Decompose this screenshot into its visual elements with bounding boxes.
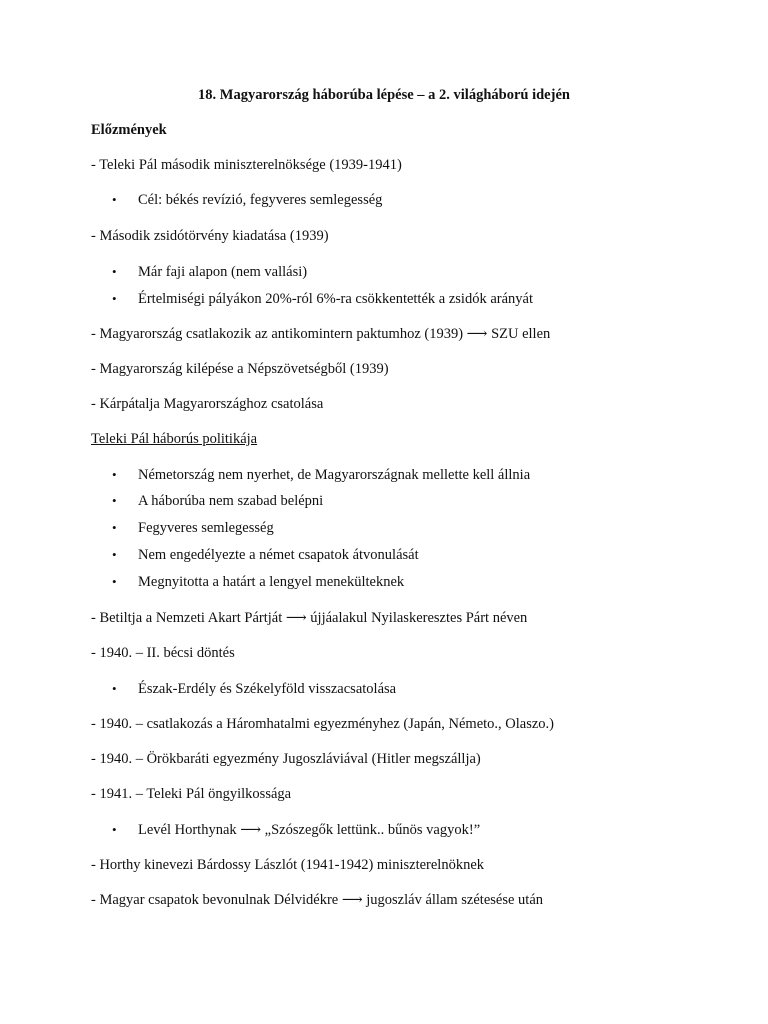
paragraph: - 1940. – Örökbaráti egyezmény Jugoszláviával (Hitler megszállja) bbox=[91, 751, 481, 767]
bullet-icon: • bbox=[112, 264, 117, 279]
subsection-heading: Teleki Pál háborús politikája bbox=[91, 431, 258, 447]
bullet-text: Nem engedélyezte a német csapatok átvonulását bbox=[138, 547, 419, 563]
bullet-text: Fegyveres semlegesség bbox=[138, 520, 274, 536]
paragraph: - Betiltja a Nemzeti Akart Pártját ⟶ újjáalakul Nyilaskeresztes Párt néven bbox=[91, 610, 528, 626]
bullet-text: Németország nem nyerhet, de Magyarországnak mellette kell állnia bbox=[138, 467, 531, 483]
paragraph: - 1940. – csatlakozás a Háromhatalmi egyezményhez (Japán, Németo., Olaszo.) bbox=[91, 716, 555, 732]
bullet-text: Cél: békés revízió, fegyveres semlegesség bbox=[138, 192, 383, 208]
bullet-icon: • bbox=[112, 192, 117, 207]
bullet-icon: • bbox=[112, 547, 117, 562]
paragraph: - Teleki Pál második miniszterelnöksége (1939-1941) bbox=[91, 157, 402, 173]
bullet-icon: • bbox=[112, 520, 117, 535]
paragraph: - Második zsidótörvény kiadatása (1939) bbox=[91, 228, 329, 244]
bullet-icon: • bbox=[112, 493, 117, 508]
paragraph: - 1940. – II. bécsi döntés bbox=[91, 645, 235, 661]
bullet-icon: • bbox=[112, 291, 117, 306]
paragraph: - Horthy kinevezi Bárdossy Lászlót (1941-1942) miniszterelnöknek bbox=[91, 857, 485, 873]
bullet-icon: • bbox=[112, 681, 117, 696]
bullet-text: Észak-Erdély és Székelyföld visszacsatolása bbox=[138, 681, 397, 697]
paragraph: - Magyarország csatlakozik az antikomintern paktumhoz (1939) ⟶ SZU ellen bbox=[91, 326, 551, 342]
section-heading: Előzmények bbox=[91, 122, 167, 138]
paragraph: - Magyarország kilépése a Népszövetségből (1939) bbox=[91, 361, 389, 377]
paragraph: - 1941. – Teleki Pál öngyilkossága bbox=[91, 786, 292, 802]
paragraph: - Magyar csapatok bevonulnak Délvidékre ⟶ jugoszláv állam szétesése után bbox=[91, 892, 544, 908]
page-title: 18. Magyarország háborúba lépése – a 2. világháború idején bbox=[198, 87, 570, 103]
bullet-icon: • bbox=[112, 467, 117, 482]
bullet-icon: • bbox=[112, 574, 117, 589]
bullet-text: Már faji alapon (nem vallási) bbox=[138, 264, 308, 280]
bullet-text: Értelmiségi pályákon 20%-ról 6%-ra csökkentették a zsidók arányát bbox=[138, 291, 533, 307]
paragraph: - Kárpátalja Magyarországhoz csatolása bbox=[91, 396, 324, 412]
bullet-icon: • bbox=[112, 822, 117, 837]
bullet-text: Megnyitotta a határt a lengyel menekülteknek bbox=[138, 574, 405, 590]
bullet-text: A háborúba nem szabad belépni bbox=[138, 493, 324, 509]
bullet-text: Levél Horthynak ⟶ „Szószegők lettünk.. bűnös vagyok!” bbox=[138, 822, 481, 838]
